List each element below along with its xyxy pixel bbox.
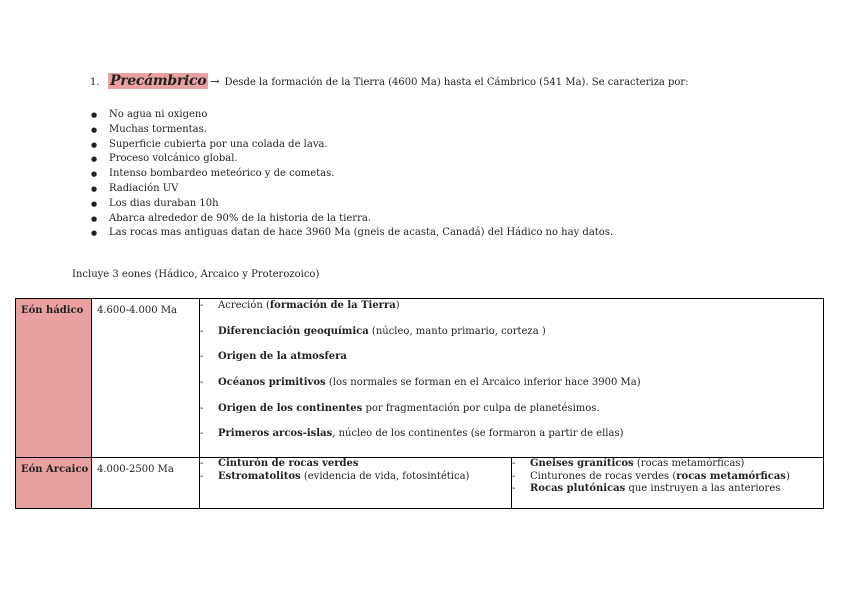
eon-details-cell bbox=[512, 458, 824, 509]
list-item: - Rocas plutónicas que instruyen a las anteriores bbox=[512, 483, 823, 496]
characteristics-list bbox=[91, 108, 613, 241]
list-item: ● Los dias duraban 10h bbox=[91, 197, 613, 212]
eons-table bbox=[15, 298, 824, 509]
list-item: - Estromatolitos (evidencia de vida, fotosintética) bbox=[200, 471, 511, 484]
eon-name-cell: Eón hádico bbox=[16, 299, 92, 458]
eon-details-cell bbox=[200, 299, 824, 458]
list-item: - Gneises graníticos (rocas metamórficas) bbox=[512, 458, 823, 471]
table-row bbox=[16, 458, 824, 509]
list-item: ● Superficie cubierta por una colada de lava. bbox=[91, 138, 613, 153]
list-item: - Cinturones de rocas verdes (rocas metamórficas) bbox=[512, 471, 823, 484]
eon-details-cell bbox=[200, 458, 512, 509]
list-item: - Cinturón de rocas verdes bbox=[200, 458, 511, 471]
list-item: ● Intenso bombardeo meteórico y de cometas. bbox=[91, 167, 613, 182]
list-item: ● No agua ni oxigeno bbox=[91, 108, 613, 123]
eon-range-cell: 4.600-4.000 Ma bbox=[92, 299, 200, 458]
list-item: - Océanos primitivos (los normales se forman en el Arcaico inferior hace 3900 Ma) bbox=[200, 376, 823, 389]
heading-title: Precámbrico bbox=[110, 73, 207, 89]
list-item: ● Abarca alrededor de 90% de la historia de la tierra. bbox=[91, 212, 613, 227]
eon-name-cell: Eón Arcaico bbox=[16, 458, 92, 509]
list-item: - Origen de los continentes por fragmentación por culpa de planetésimos. bbox=[200, 402, 823, 415]
intro-text: Incluye 3 eones (Hádico, Arcaico y Proterozoico) bbox=[72, 269, 320, 280]
heading-text: Desde la formación de la Tierra (4600 Ma) hasta el Cámbrico (541 Ma). Se caracteriza por: bbox=[224, 77, 689, 88]
arcaico-items-left bbox=[200, 458, 511, 508]
eon-range-cell: 4.000-2500 Ma bbox=[92, 458, 200, 509]
list-item: ● Las rocas mas antiguas datan de hace 3960 Ma (gneis de acasta, Canadá) del Hádico no hay datos. bbox=[91, 226, 613, 241]
list-item: - Primeros arcos-islas, núcleo de los continentes (se formaron a partir de ellas) bbox=[200, 427, 823, 440]
list-item: - Acreción (formación de la Tierra) bbox=[200, 299, 823, 312]
arrow-icon: → bbox=[210, 75, 220, 88]
table-row bbox=[16, 299, 824, 458]
list-item: - Origen de la atmosfera bbox=[200, 350, 823, 363]
list-item: ● Radiación UV bbox=[91, 182, 613, 197]
list-item: ● Muchas tormentas. bbox=[91, 123, 613, 138]
list-item: - Diferenciación geoquímica (núcleo, manto primario, corteza ) bbox=[200, 325, 823, 338]
section-heading bbox=[90, 73, 689, 89]
heading-number: 1. bbox=[90, 77, 100, 88]
hadic-items bbox=[200, 299, 823, 457]
arcaico-items-right bbox=[512, 458, 823, 508]
list-item: ● Proceso volcánico global. bbox=[91, 152, 613, 167]
